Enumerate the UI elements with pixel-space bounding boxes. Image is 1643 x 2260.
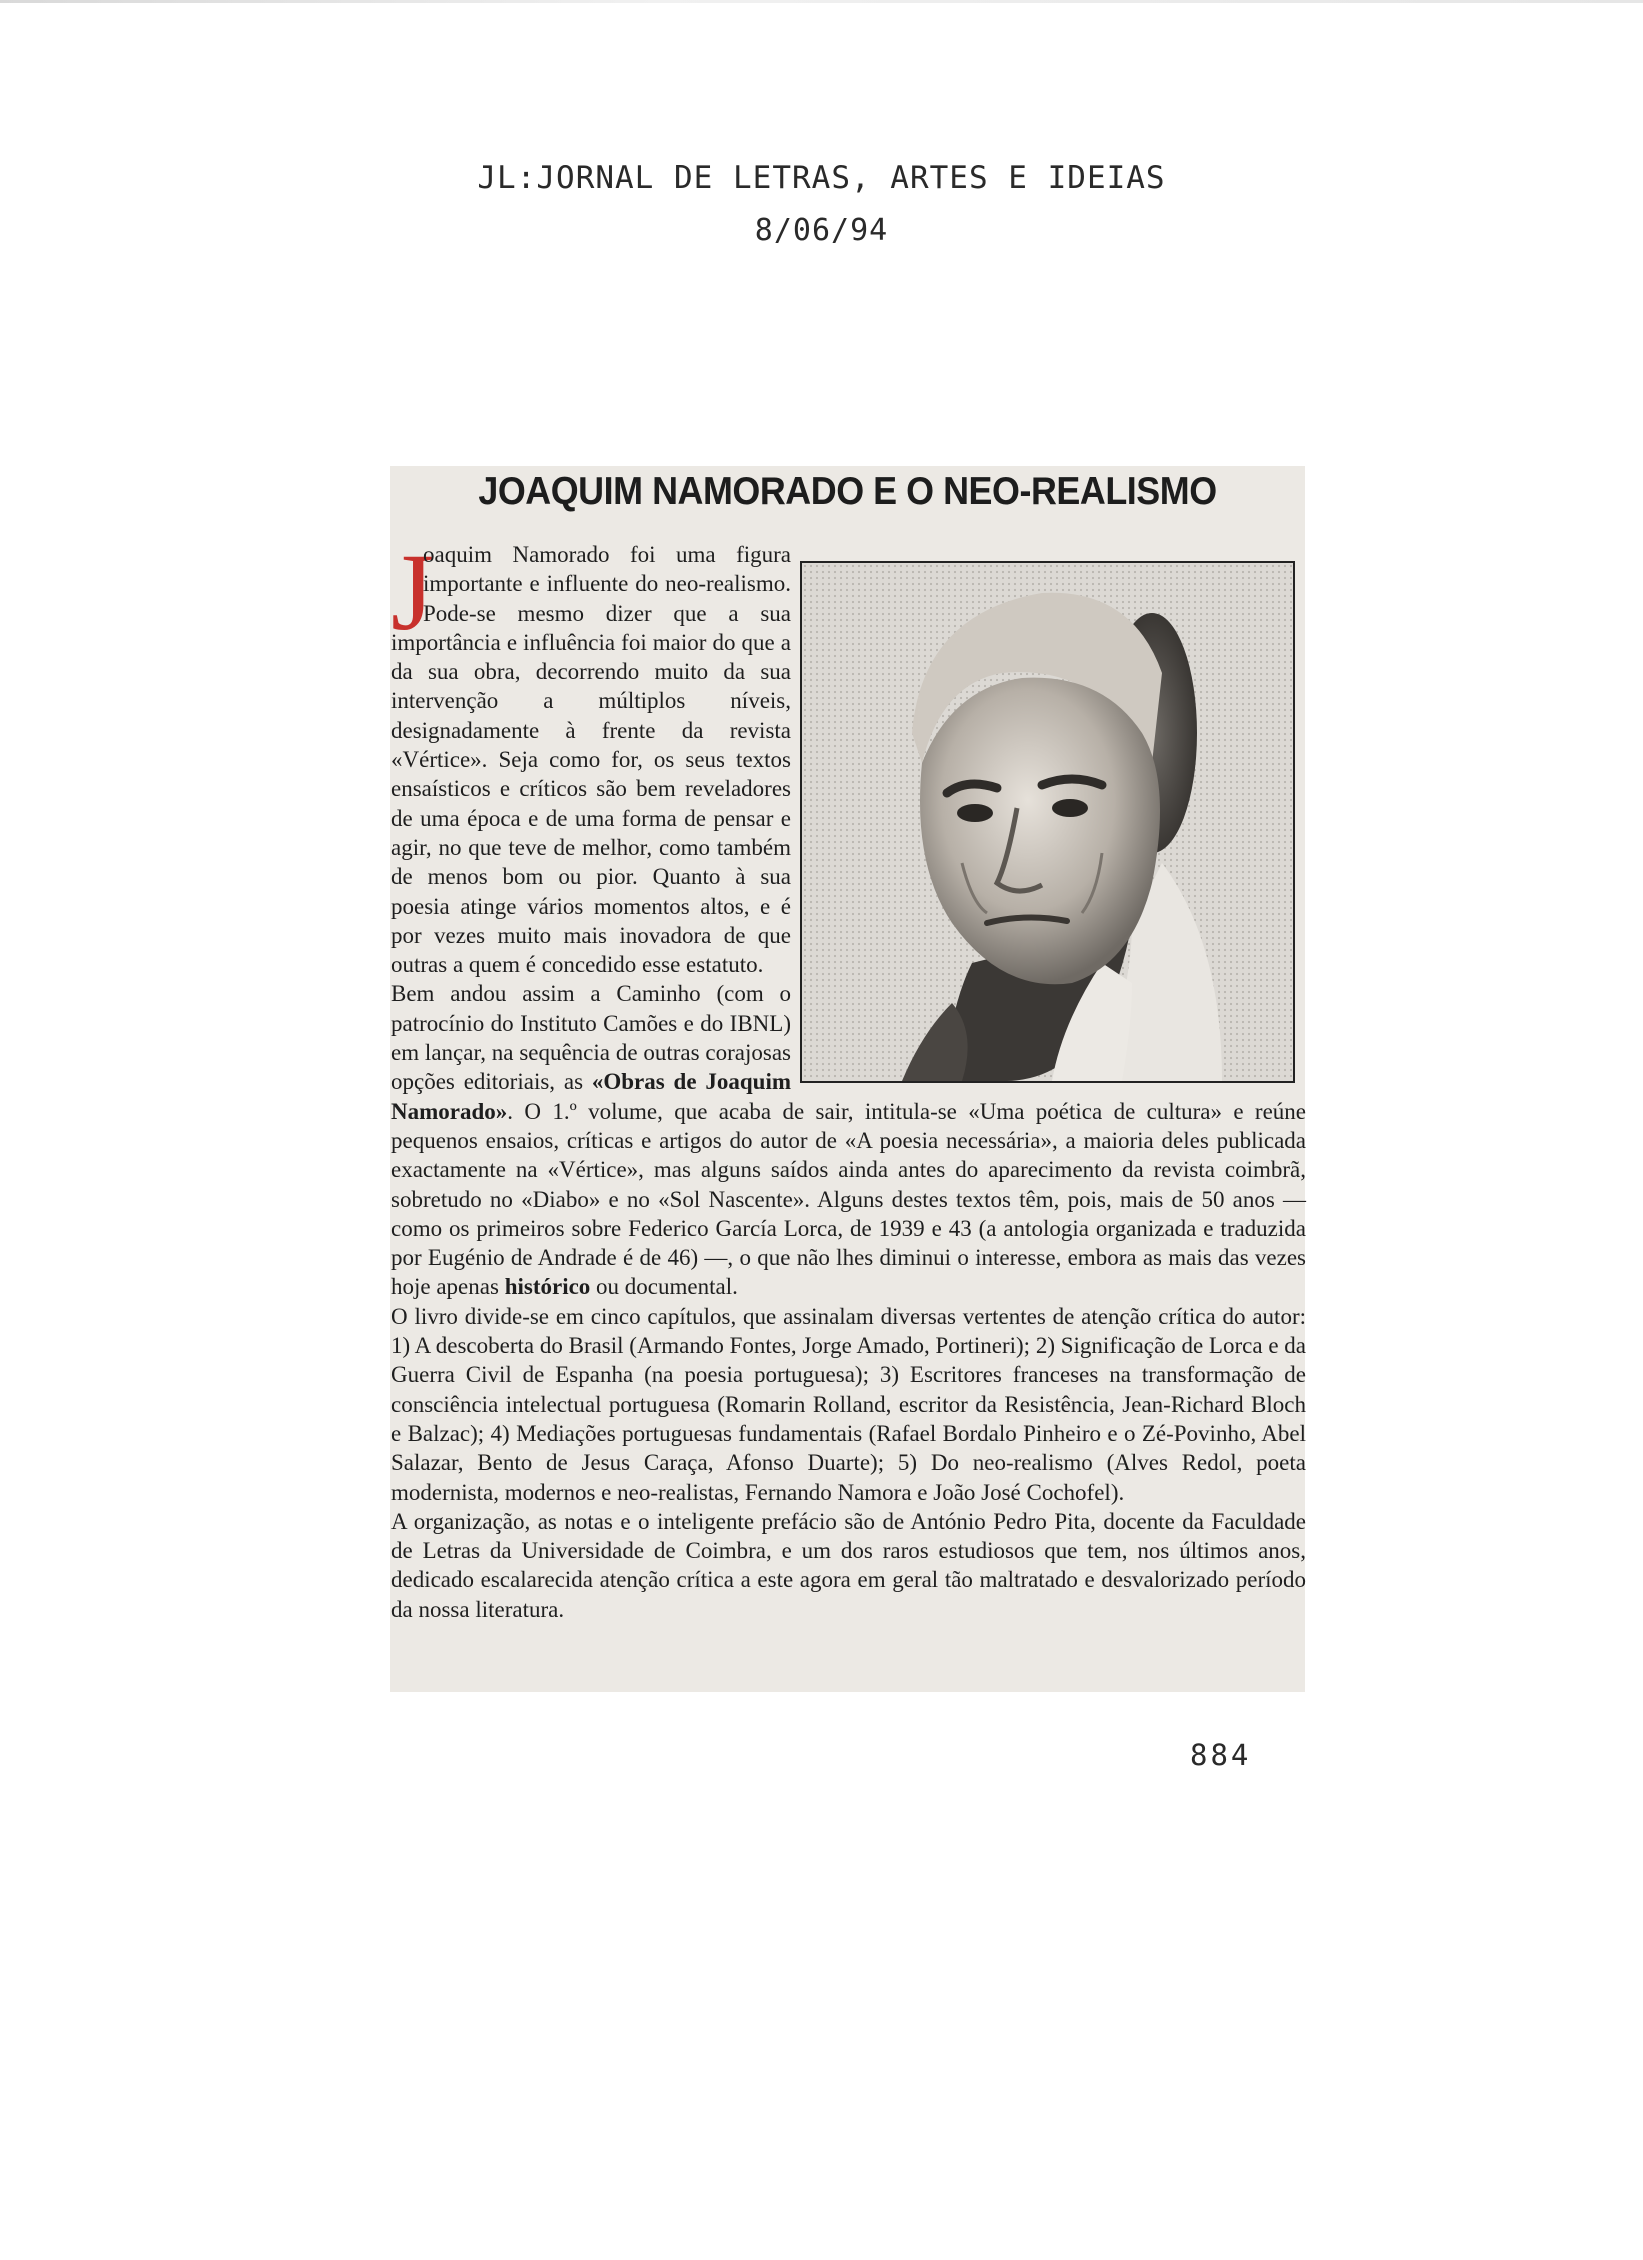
article-body	[391, 540, 1306, 1624]
drop-cap-letter: J	[391, 531, 434, 653]
photo-wrap-space	[791, 540, 1306, 1080]
book-title: «Obras de Joaquim Namorado»	[391, 1069, 791, 1124]
bold-word-historico: histórico	[504, 1274, 591, 1300]
article-headline: JOAQUIM NAMORADO E O NEO-REALISMO	[478, 470, 1217, 513]
paragraph-2-text-a: Bem andou assim a Caminho (com o patrocínio do Instituto Camões e do IBNL) em lançar, na sequência de outras corajosas opções editoriais, as	[391, 981, 791, 1095]
paragraph-4: A organização, as notas e o inteligente prefácio são de António Pedro Pita, docente da Faculdade de Letras da Universidade de Coimbra, e um dos raros estudiosos que tem, nos últimos anos, dedicado escalarecida atenção crítica a este agora em geral tão maltratado e desvalorizado período da nossa literatura.	[391, 1508, 1306, 1622]
source-date: 8/06/94	[754, 213, 889, 248]
paragraph-3: O livro divide-se em cinco capítulos, que assinalam diversas vertentes de atenção crítica do autor: 1) A descoberta do Brasil (Armando Fontes, Jorge Amado, Portineri); 2) Significação de Lorca e da Guerra Civil de Espanha (na poesia portuguesa); 3) Escritores franceses na transformação de consciência intelectual portuguesa (Romarin Rolland, escritor da Resistência, Jean-Richard Bloch e Balzac); 4) Mediações portuguesas fundamentais (Rafael Bordalo Pinheiro e o Zé-Povinho, Abel Salazar, Bento de Jesus Caraça, Afonso Duarte); 5) Do neo-realismo (Alves Redol, poeta modernista, modernos e neo-realistas, Fernando Namora e João José Cochofel).	[391, 1303, 1306, 1505]
paragraph-2-text-c: ou documental.	[590, 1274, 738, 1300]
drop-cap-space	[391, 540, 423, 626]
paragraph-2-text-b: . O 1.º volume, que acaba de sair, intitula-se «Uma poética de cultura» e reúne pequenos ensaios, críticas e artigos do autor de «A poesia necessária», a maioria deles publicada exactamente na «Vértice», mas alguns saídos ainda antes do aparecimento da revista coimbrã, sobretudo no «Diabo» e no «Sol Nascente». Alguns destes textos têm, pois, mais de 50 anos — como os primeiros sobre Federico García Lorca, de 1939 e 43 (a antologia organizada e traduzida por Eugénio de Andrade é de 46) —, o que não lhes diminui o interesse, embora as mais das vezes hoje apenas	[391, 1098, 1306, 1300]
paragraph-1: oaquim Namorado foi uma figura importante e influente do neo-realismo. Pode-se mesmo dizer que a sua importância e influência foi maior do que a da sua obra, decorrendo muito da sua intervenção a múltiplos níveis, designadamente à frente da revista «Vértice». Seja como for, os seus textos ensaísticos e críticos são bem reveladores de uma época e de uma forma de pensar e agir, no que teve de melhor, como também de menos bom ou pior. Quanto à sua poesia atinge vários momentos altos, e é por vezes muito mais inovadora de que outras a quem é concedido esse estatuto.	[391, 542, 791, 978]
source-title: JL:JORNAL DE LETRAS, ARTES E IDEIAS	[477, 160, 1166, 196]
scan-edge	[0, 0, 1643, 3]
page-number: 884	[1190, 1738, 1252, 1772]
